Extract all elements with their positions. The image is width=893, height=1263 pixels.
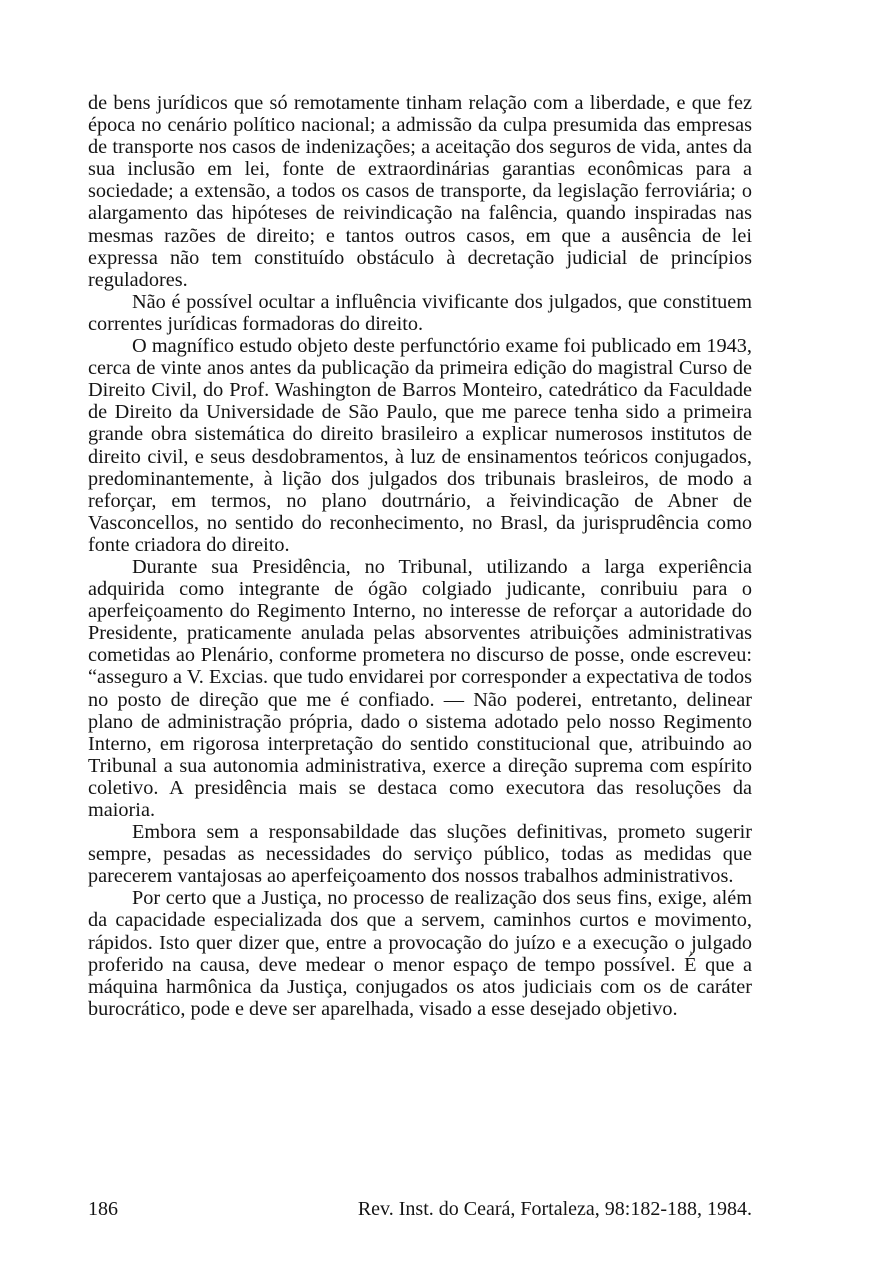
paragraph-solucoes-definitivas: Embora sem a responsabildade das sluções definitivas, prometo sugerir sempre, pesadas as necessidades do serviço público, todas as medidas que parecerem vantajosas ao aperfeiçoamento dos nossos trabalhos administrativos. [88, 821, 752, 888]
page-number: 186 [88, 1198, 118, 1220]
paragraph-estudo-1943: O magnífico estudo objeto deste perfunctório exame foi publicado em 1943, cerca de vinte anos antes da publicação da primeira edição do magistral Curso de Direito Civil, do Prof. Washington de Barros Monteiro, catedrático da Faculdade de Direito da Universidade de São Paulo, que me parece tenha sido a primeira grande obra sistemática do direito brasileiro a explicar numerosos institutos de direito civil, e seus desdobramentos, à luz de ensinamentos teóricos conjugados, predominantemente, à lição dos julgados dos tribunais brasleiros, de modo a reforçar, em termos, no plano doutrnário, a řeivindicação de Abner de Vasconcellos, no sentido do reconhecimento, no Brasl, da jurisprudência como fonte criadora do direito. [88, 335, 752, 556]
paragraph-continuation: de bens jurídicos que só remotamente tinham relação com a liberdade, e que fez época no cenário político nacional; a admissão da culpa presumida das empresas de transporte nos casos de indenizações; a aceitação dos seguros de vida, antes da sua inclusão em lei, fonte de extraordinárias garantias econômicas para a sociedade; a extensão, a todos os casos de transporte, da legislação ferroviária; o alargamento das hipóteses de reivindicação na falência, quando inspiradas nas mesmas razões de direito; e tantos outros casos, em que a ausência de lei expressa não tem constituído obstáculo à decretação judicial de princípios reguladores. [88, 92, 752, 291]
journal-citation: Rev. Inst. do Ceará, Fortaleza, 98:182-188, 1984. [357, 1198, 752, 1220]
paragraph-presidencia: Durante sua Presidência, no Tribunal, utilizando a larga experiência adquirida como integrante de ógão colgiado judicante, conribuiu para o aperfeiçoamento do Regimento Interno, no interesse de reforçar a autoridade do Presidente, praticamente anulada pelas absorventes atribuições administrativas cometidas ao Plenário, conforme prometera no discurso de posse, onde escreveu: “asseguro a V. Excias. que tudo envidarei por corresponder a expectativa de todos no posto de direção que me é confiado. — Não poderei, entretanto, delinear plano de administração própria, dado o sistema adotado pelo nosso Regimento Interno, em rigorosa interpretação do sentido constitucional que, atribuindo ao Tribunal a sua autonomia administrativa, exerce a direção suprema com espírito coletivo. A presidência mais se destaca como executora das resoluções da maioria. [88, 555, 752, 821]
paragraph-justica-fins: Por certo que a Justiça, no processo de realização dos seus fins, exige, além da capacidade especializada dos que a servem, caminhos curtos e movimento, rápidos. Isto quer dizer que, entre a provocação do juízo e a execução o julgado proferido na causa, deve medear o menor espaço de tempo possível. É que a máquina harmônica da Justiça, conjugados os atos judiciais com os de caráter burocrático, pode e deve ser aparelhada, visado a esse desejado objetivo. [88, 887, 752, 1020]
paragraph-influencia-julgados: Não é possível ocultar a influência vivificante dos julgados, que constituem correntes jurídicas formadoras do direito. [88, 290, 752, 335]
page-body [88, 92, 752, 1020]
